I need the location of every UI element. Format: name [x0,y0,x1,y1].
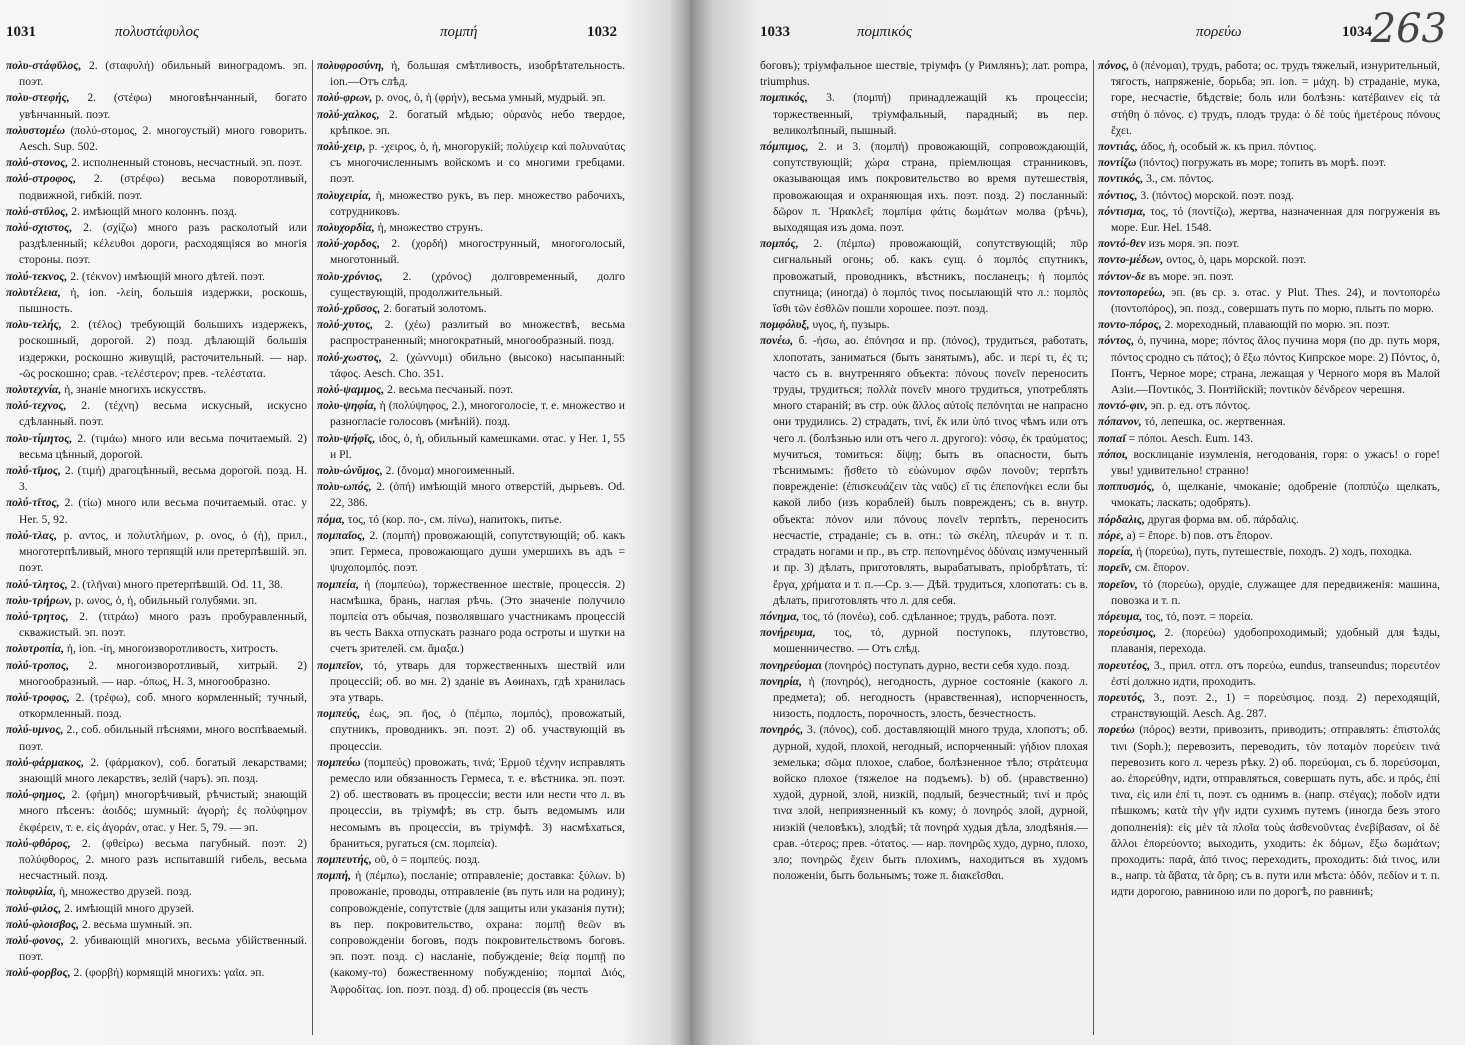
dictionary-entry [6,431,307,463]
entry-headword: πομπός, [760,237,799,251]
entry-definition: = πόποι. Aesch. Eum. 143. [1125,431,1254,445]
entry-definition: ὁ (πένομαι), трудъ, работа; ос. трудъ тяжелый, изнурительный, тягость, напряженіе, борьба; эп. ion. = μάχη. b) страданіе, мука, горе, несчастіе, бѣдствіе; боль или болѣзнь: κατέβαινεν εἰς τὰ στήθη ὁ πόνος. c) трудъ, плодъ труда: ὁ δὲ τοὺς ἡμετέρους πόνους ἔχει. [1111,59,1440,137]
entry-definition: 2. (πορεύω) удобопроходимый; удобный для ѣзды, плаванія, перехода. [1111,626,1440,656]
entry-definition: τος, τό, поэт. = πορεία. [1142,609,1254,623]
dictionary-entry [1098,317,1440,333]
dictionary-entry [760,658,1088,674]
entry-headword: πολυστομέω [6,123,66,137]
entry-headword: πολύ-ψαμμος, [317,383,385,397]
entry-headword: πολυ-ψηφία, [317,399,377,413]
dictionary-entry [1098,447,1440,479]
dictionary-entry [6,398,307,430]
entry-definition: 3., см. πόντος. [1143,172,1214,186]
entry-headword: ποντοπορεύω, [1098,285,1166,299]
entry-headword: πολυ-τρήρων, [6,593,73,607]
dictionary-entry [1098,58,1440,139]
entry-headword: πορεία, [1098,545,1134,559]
entry-definition: р. -χειρος, ὁ, ἡ, многорукій; πολύχειρ καὶ πολυναύτας съ многочисленнымъ войскомъ и со многими гребцами. поэт. [330,140,625,186]
dictionary-entry [6,836,307,885]
entry-definition: восклицаніе изумленія, негодованія, горя: о ужасъ! о горе! увы! удивительно! странно! [1111,447,1440,478]
dictionary-entry [317,528,625,577]
entry-headword: πολύ-φρων, [317,91,373,105]
dictionary-entry [760,722,1088,884]
dictionary-entry [1098,658,1440,690]
entry-headword: πολυφιλία, [6,885,57,899]
entry-definition: άδος, ἡ, особый ж. къ прил. πόντιος. [1137,140,1317,154]
dictionary-entry [760,139,1088,236]
entry-definition: τό (πορεύω), орудіе, служащее для передвиженія: машина, повозка и т. п. [1111,577,1440,607]
page-number: 1032 [587,24,617,40]
entry-definition: р. ωνος, ὁ, ἡ, обильный голубями. эп. [72,593,258,607]
dictionary-entry [317,479,625,511]
entry-headword: πολυ-ώνῠμος, [317,464,383,478]
entry-definition: 2. (τέλος) требующій большихъ издержекъ, роскошный, дорогой. 2) позд. дѣлающій большія издержки, роскошно живущій, расточительный. — нар. -ῶς роскошно; срав. -τελέστερον; прев. -τελέστατα. [19,318,307,380]
dictionary-entry [6,285,307,317]
entry-definition: 2. (χέω) разлитый во множествѣ, весьма распространенный; многократный, многообразный. позд. [330,318,625,348]
entry-definition: 2. и 3. (πομπή) провожающій, сопровождающій, сопутствующій; χώρα страна, пріемлющая странниковъ, оказывающая имъ покровительство во время путешествія, провожающая и охраняющая ихъ. поэт. позд. 2) посланный: δῶρον π. Ἡρακλεῖ; πομπίμα φάτις δωμάτων молва (рѣчь), выходящая изъ дома. поэт. [773,140,1088,235]
dictionary-entry [6,884,307,900]
entry-definition: р. αντος, и πολυτλήμων, р. ονος, ὁ (ἡ), прил., многотерпѣливый, много терпящій или претерпѣвшій. эп. поэт. [19,528,307,575]
entry-definition: 2. многоизворотливый, хитрый. 2) многообразный. — нар. -όπως, Н. 3, многообразно. [19,658,307,688]
dictionary-entry [6,722,307,754]
entry-headword: πολύ-σχιστος, [6,221,73,235]
dictionary-entry [6,58,307,90]
entry-definition: другая форма вм. об. πάρδαλις. [1144,512,1299,526]
dictionary-entry [6,269,307,285]
entry-headword: πολύ-φιλος, [6,901,62,915]
entry-headword: πόμπιμος, [760,140,809,154]
dictionary-entry [1098,285,1440,317]
entry-headword: πολυ-στάφῦλος, [6,59,82,72]
entry-definition: (πολύ-στομος, 2. многоустый) много говорить. Aesch. Sup. 502. [19,123,307,154]
entry-headword: πολυ-ψήφῖς, [317,431,376,445]
entry-definition: ἡ, множество струнъ. [374,221,483,235]
entry-headword: πομπεύς, [317,707,361,721]
dictionary-entry [6,901,307,917]
entry-definition: ἡ, знаніе многихъ искусствъ. [61,383,207,397]
entry-headword: πορεῖον, [1098,577,1138,591]
entry-headword: πομπεῖον, [317,658,364,672]
entry-definition: 2. (φορβή) кормящій многихъ: γαῖα. эп. [70,966,265,980]
dictionary-entry [317,755,625,852]
entry-headword: πολυ-χρόνιος, [317,269,383,283]
entry-headword: πολύ-τροπος, [6,658,70,672]
entry-definition: въ море. эп. поэт. [1145,269,1234,283]
entry-definition: 2. (πέμπω) провожающій, сопутствующій; πῦρ сигнальный огонь; об. какъ сущ. ὁ πομπός спутникъ, провожатый, проводникъ, вѣстникъ, посланецъ; ἡ πομπός спутница; (иногда) ὁ πομπός τινος посылающій что л.: πομπὸς ἴσθι τῶν ἐσθλῶν пошли хорошее. поэт. позд. [773,237,1088,316]
dictionary-entry [317,658,625,707]
entry-headword: πόντον-δε [1098,269,1146,283]
handwritten-page-number: 263 [1370,6,1447,52]
entry-headword: πολύ-στροφος, [6,172,77,186]
entry-definition: эп. (въ ср. з. отас. у Plut. Thes. 24), и ποντοπορέω (ποντοπόρος), эп. позд., совершать путь по морю, плыть по морю. [1111,285,1440,316]
entry-definition: 2. (χορδή) многострунный, многоголосый, многотонный. [330,237,625,267]
dictionary-column [1098,58,1440,901]
entry-headword: πολύ-στῦλος, [6,204,69,218]
running-head: πολυστάφυλος [115,24,200,40]
entry-definition: ἡ, множество друзей. позд. [56,885,192,899]
entry-definition: 2. весьма песчаный. поэт. [384,383,513,397]
entry-headword: πορεύω [1098,723,1135,737]
page-number: 1033 [760,24,790,40]
entry-definition: 2. (φήμη) многорѣчивый, рѣчистый; знающій много пѣсенъ: ἀοιδός; шумный: ἀγορή; ἐς πολύφημον ἐκφέρειν, т. е. εἰς ἀγοράν, отас. у Her. 5, 79. — эп. [19,788,307,834]
dictionary-entry [760,236,1088,317]
entry-headword: πολύ-τροφος, [6,690,70,704]
entry-headword: ποντό-φιν, [1098,399,1148,413]
entry-headword: πόπανον, [1098,415,1142,429]
entry-definition: 2. (ὀπή) имѣющій много отверстій, дырьевъ. Od. 22, 386. [330,480,625,510]
entry-headword: πολύ-φημος, [6,788,66,802]
entry-headword: πολύ-τλητος, [6,577,68,591]
dictionary-entry [317,512,625,528]
entry-definition: 2. (στέφω) многовѣнчанный, богато увѣнчанный. поэт. [19,91,307,121]
entry-definition: 2. мореходный, плавающій по морю. эп. поэт. [1161,318,1390,332]
entry-headword: ποντίζω [1098,156,1137,170]
entry-headword: πορεῖν, [1098,561,1132,575]
entry-definition: ἡ, множество рукъ, въ пер. множество рабочихъ, сотрудниковъ. [330,188,625,218]
entry-definition: 2. (φθείρω) весьма пагубный. поэт. 2) πολύφθορος, 2. много разъ испытавшій гибель, весьма несчастный. позд. [19,836,307,883]
dictionary-entry [1098,512,1440,528]
entry-headword: πόντος, [1098,334,1135,348]
entry-definition: 3. (πόντος) морской. поэт. позд. [1137,188,1294,202]
entry-headword: πολύ-χρῦσος, [317,302,381,316]
dictionary-entry [317,236,625,268]
entry-definition: р. ονος, ὁ, ἡ (φρήν), весьма умный, мудрый. эп. [372,91,606,105]
dictionary-entry [760,609,1088,625]
dictionary-entry [1098,690,1440,722]
dictionary-entry [6,690,307,722]
entry-headword: πολυ-τίμητος, [6,431,73,445]
dictionary-entry [317,90,625,106]
dictionary-entry [1098,414,1440,430]
entry-headword: πομπαῖος, [317,528,366,542]
entry-definition: 2. (τιτράω) много разъ пробуравленный, скважистый. эп. поэт. [19,609,307,640]
entry-headword: πολύ-χωστος, [317,350,382,364]
entry-definition: ἡ (πορεύω), путь, путешествіе, походъ. 2) ходъ, походка. [1133,545,1413,559]
entry-headword: πολύ-χορδος, [317,237,380,251]
dictionary-entry [6,463,307,495]
entry-definition: 2. (χώννυμι) обильно (высоко) насыпанный: τάφος. Aesch. Cho. 351. [330,350,625,380]
entry-definition: 2. (σχίζω) много разъ расколотый или раздѣленный; κέλευθοι дороги, расходящіяся во многія стороны. поэт. [19,221,307,267]
dictionary-entry [6,787,307,836]
dictionary-entry [317,269,625,301]
dictionary-entry [760,625,1088,657]
entry-definition: 2. исполненный стоновъ, несчастный. эп. поэт. [68,156,303,170]
entry-headword: πομπή, [317,869,351,883]
entry-definition: οῦ, ὁ = πομπεύς. позд. [371,852,480,866]
entry-headword: πολύ-τλας, [6,528,58,542]
entry-definition: ἡ (πέμπω), посланіе; отправленіе; доставка: ξύλων. b) провожаніе, проводы, отправленіе (въ путь или на родину); сопровожденіе, сопутствіе (для защиты или указанія пути); въ пер. покровительство, охрана: πομπῇ θεῶν въ сопровожденіи боговъ, подъ покровительствомъ боговъ. эп. поэт. позд. c) насланіе, побужденіе; θείᾳ πομπῇ по (какому-то) божественному побужденію; πομπαὶ Διός, Ἀφροδίτας. ion. поэт. позд. d) об. процессія (въ честь [330,869,625,996]
entry-headword: πολύ-χυτος, [317,318,374,332]
dictionary-entry [6,123,307,155]
entry-definition: 3. (πόνος), соб. доставляющій много труда, хлопотъ; об. дурной, худой, плохой, негодный, испорченный: γήδιον плохая земелька; σῶμα плохое, слабое, болѣзненное тѣло; στράτευμα войско плохое (тяжелое на подъемъ). b) об. (нравственно) худой, дурной, злой, низкій, подлый, безчестный; τινί и πρός τινα злой, неприязненный къ кому; ὁ πονηρός злой, дурной, низкій (человѣкъ), злодѣй; τὰ πονηρά худыя дѣла, злодѣянія.—срав. -ότερος; прев. -ότατος. — нар. πονηρῶς худо, дурно, плохо, зло; πονηρῶς ἔχειν быть плохимъ, находиться въ худомъ положеніи, быть больнымъ; тоже π. διακεῖσθαι. [773,723,1088,883]
dictionary-entry [1098,625,1440,657]
entry-headword: πόνημα, [760,609,800,623]
entry-definition: ἡ, большая смѣтливость, изобрѣтательность. ion.—Отъ слѣд. [330,59,625,89]
running-head: πορεύω [1196,24,1242,40]
entry-headword: πορευτέος, [1098,658,1151,672]
entry-headword: πόνος, [1098,59,1130,72]
dictionary-entry [1098,398,1440,414]
dictionary-entry [1098,479,1440,511]
entry-headword: πονηρός, [760,723,804,737]
dictionary-column [317,58,625,998]
entry-headword: πολύ-στονος, [6,156,69,170]
entry-headword: πολύ-φορβος, [6,966,71,980]
column-rule [1093,60,1094,1035]
entry-definition: 2. (τρέφω), соб. много кормленный; тучный, откормленный. позд. [19,690,307,721]
entry-headword: ποντιάς, [1098,140,1138,154]
dictionary-entry [6,965,307,981]
entry-definition: 2. весьма шумный. эп. [79,917,193,931]
entry-headword: πόντισμα, [1098,204,1146,218]
entry-headword: πολύ-φονος, [6,933,64,947]
entry-definition: τος, τό (ποντίζω), жертва, назначенная для погруженія въ море. Eur. Hel. 1548. [1111,204,1440,235]
entry-definition: 2. (τέκνον) имѣющій много дѣтей. поэт. [67,269,265,283]
entry-headword: πονηρεύομαι [760,658,822,672]
dictionary-entry [317,350,625,382]
dictionary-entry [317,577,625,658]
entry-definition: эп. р. ед. отъ πόντος. [1147,399,1251,413]
entry-definition: 2. (τέχνη) весьма искусный, искусно сдѣланный. поэт. [19,399,307,429]
dictionary-entry [317,706,625,755]
entry-headword: πόρε, [1098,528,1124,542]
entry-headword: πολυτροπία, [6,642,65,656]
dictionary-entry [6,155,307,171]
dictionary-entry [1098,722,1440,900]
dictionary-entry [6,577,307,593]
dictionary-entry [317,868,625,998]
entry-definition: 2., соб. обильный пѣснями, много воспѣваемый. поэт. [19,723,307,753]
entry-definition: 2. богатый золотомъ. [380,302,487,316]
entry-definition: έως, эп. ῆος, ὁ (πέμπω, πομπός), провожатый, спутникъ, проводникъ. эп. поэт. 2) об. участвующій въ процессіи. [330,707,625,753]
entry-headword: πόποι, [1098,447,1129,461]
entry-definition: ιδος, ὁ, ἡ, обильный камешками. отас. у Her. 1, 55 и Pl. [330,431,625,461]
entry-headword: πομπεία, [317,577,360,591]
entry-headword: πομφόλυξ, [760,318,810,332]
column-rule [312,60,313,1035]
dictionary-entry [6,609,307,641]
entry-definition: изъ моря. эп. поэт. [1145,237,1240,251]
entry-definition: (πομπεύς) провожать, τινά; Ἑρμοῦ τέχνην исправлять ремесло или обязанность Гермеса, т. е. вѣстника. эп. поэт. 2) об. шествовать въ процессіи; вести или нести что л. въ процессіи, въ тріумфѣ; въ стр. быть ведомымъ или несомымъ въ процессіи, въ тріумфѣ. 3) насмѣхаться, браниться, ругаться (см. πομπεία). [330,755,625,850]
entry-headword: πόντιος, [1098,188,1138,202]
entry-definition: ἡ (πομπεύω), торжественное шествіе, процессія. 2) насмѣшка, брань, наглая рѣчь. (Это значеніе получило πομπεία отъ обычая, позволявшаго участникамъ процессій въ честь Вакха отпускать разнаго рода остроты и шутки на счетъ зрителей. см. ἄμαξα.) [330,577,625,656]
dictionary-column [760,58,1088,884]
dictionary-entry [760,90,1088,139]
dictionary-entry [6,220,307,269]
entry-definition: τος, τό, дурной поступокъ, плутовство, мошенничество. — Отъ слѣд. [773,626,1088,656]
entry-definition: τος, τό (πονέω), соб. сдѣланное; трудъ, работа. поэт. [799,609,1057,623]
entry-definition: 2. (τλῆναι) много претерпѣвшій. Od. 11, 38. [67,577,283,591]
dictionary-entry [1098,528,1440,544]
right-page [690,0,1465,1045]
entry-headword: πομπικός, [760,91,808,105]
dictionary-entry [760,674,1088,723]
entry-definition: б. -ήσω, ao. ἐπόνησα и пр. (πόνος), трудиться, работать, хлопотать, заниматься (быть занятымъ), абс. и περί τι, ἐς τι; часто съ в. внутренняго объекта: πόνους πονεῖν переносить труды, трудиться; πολλὰ πονεῖν много трудиться, употреблять много стараній; въ стр. οὐκ ἄλλος αὐτοῖς πεπόνηται не напрасно они трудились. 2) страдать, τινί, ἔκ или ὑπό τινος чѣмъ или отъ чего л. (болѣзнью или отъ чего л. другого): νόσῳ, ἐκ τραύματος; мучиться, томиться: δίψῃ; быть въ опасности, быть тѣснимымъ: ᾔσθετο τὸ εὐώνυμον σφῶν πονοῦν; терпѣть поврежденіе: (ἐπισκευάζειν τὰς ναῦς) εἴ τις ἐπεπονήκει если бы какой либо (изъ кораблей) былъ поврежденъ; съ в. внутр. объекта: πόνον или πόνους πονεῖν терпѣть, переносить несчастіе, страданіе; съ в. отн.: τὼ σκέλη, πλευράν и т. п. страдать ногами и пр., въ стр. πεπονημένος ὀδύναις измученный и пр. 3) дѣлать, приготовлять, вырабатывать, пріобрѣтать, τί: ἔργα, χρήματα и т. п.—Ср. з.— Дѣй. трудиться, хлопотать: съ в. дѣлать, приготовлять что л. для себя. [773,334,1088,607]
entry-headword: πολύ-υμνος, [6,723,64,737]
dictionary-entry [317,382,625,398]
dictionary-entry [1098,269,1440,285]
dictionary-entry [6,204,307,220]
entry-headword: πομπευτής, [317,852,372,866]
entry-definition: ἡ, ion. -λείη, большія издержки, роскошь, пышность. [19,285,307,316]
dictionary-entry [1098,333,1440,398]
dictionary-entry [317,58,625,90]
dictionary-entry [6,917,307,933]
dictionary-entry [6,658,307,690]
entry-headword: πολύ-φλοισβος, [6,917,80,931]
dictionary-entry [317,431,625,463]
entry-definition: (πόντος) погружать въ море; топить въ морѣ. поэт. [1136,156,1386,170]
dictionary-entry [6,171,307,203]
entry-definition: 2. (στρέφω) весьма поворотливый, подвижной, гибкій. поэт. [19,172,307,202]
entry-definition: 2. (χρόνος) долговременный, долго существующій, продолжительный. [330,269,625,299]
dictionary-entry [6,317,307,382]
entry-headword: ποππυσμός, [1098,480,1155,494]
dictionary-entry [6,495,307,527]
entry-headword: πορευτός, [1098,690,1146,704]
entry-headword: πομπεύω [317,755,361,769]
dictionary-entry [6,641,307,657]
entry-definition: τό, лепешка, ос. жертвенная. [1141,415,1286,429]
entry-headword: πονήρευμα, [760,626,816,640]
entry-definition: 2. (σταφυλή) обильный виноградомъ. эп. поэт. [19,59,307,89]
running-head: πομπικός [857,24,913,40]
entry-definition: ὁ, щелканіе, чмоканіе; одобреніе (ποππύζω щелкать, чмокать; ласкать; одобрять). [1111,480,1440,510]
entry-headword: πολύ-τεχνος, [6,399,67,413]
dictionary-entry [317,107,625,139]
entry-definition: 2. имѣющій много друзей. [61,901,195,915]
dictionary-entry [6,382,307,398]
page-number: 1034 [1342,24,1372,40]
dictionary-entry [1098,188,1440,204]
entry-definition: см. ἔπορον. [1131,561,1190,575]
entry-definition: 2. (τίω) много или весьма почитаемый. отас. у Her. 5, 92. [19,496,307,526]
dictionary-entry [317,301,625,317]
page-number: 1031 [6,24,36,40]
dictionary-entry [1098,204,1440,236]
entry-definition: 2. (τιμάω) много или весьма почитаемый. 2) весьма цѣнный, дорогой. [19,431,307,461]
dictionary-entry [1098,171,1440,187]
entry-definition: τος, τό (кор. πο-, см. πίνω), напитокъ, питье. [344,512,562,526]
entry-headword: πολυτεχνία, [6,383,62,397]
entry-definition: 2. (ὄνομα) многоименный. [382,464,515,478]
entry-definition: 2. имѣющій много колоннъ. позд. [68,204,237,218]
left-page [0,0,690,1045]
entry-headword: πολύ-φάρμακος, [6,755,85,769]
dictionary-entry [6,593,307,609]
dictionary-entry [1098,577,1440,609]
entry-definition: 2. богатый мѣдью; οὐρανὸς небо твердое, крѣпкое. эп. [330,107,625,137]
entry-headword: πόρευμα, [1098,609,1143,623]
dictionary-entry [317,398,625,430]
dictionary-entry [1098,155,1440,171]
dictionary-entry [1098,560,1440,576]
entry-definition: (πόρος) везти, привозить, приводить; отправлять: ἐπιστολάς τινι (Soph.); перевозить, переводить, τὸν ποταμὸν πορεύειν τινά перевозить кого л. черезъ рѣку. 2) об. πορεύομαι, съ б. πορεύσομαι, ao. ἐπορεύθην, идти, отправляться, совершать путь, абс. и πρός, ἐπί τινα, εἰς или ἐπί τι, поэт. съ однимъ в. (напр. στέγας); ποδοῖν идти пѣшкомъ; κατὰ τὴν γῆν идти сухимъ путемъ (иногда безъ этого дополненія): εἰς μὲν τὰ πλοῖα τοὺς ἀσθενοῦντας ἐνεβίβασαν, οἱ δὲ ἄλλοι ἐπορεύοντο; выходить, уходить: ἐκ δόμων, ἔξω δωμάτων; проходить: παρά, ἀπό τινος; переходить, проходить: διά τινος, или в., напр. τὰ ἄβατα, τὰ ὄρη; съ в. пути или мѣста: ὁδόν, πεδίον и т. п. идти дорогою, равниною или по дорогѣ, по равнинѣ; [1111,723,1440,899]
entry-headword: πολύ-τῖμος, [6,464,61,478]
entry-definition: 2. убивающій многихъ, весьма убійственный. поэт. [19,933,307,964]
entry-definition: 2. (φάρμακον), соб. богатый лекарствами; знающій много лекарствъ, зелій (чаръ). эп. позд. [19,755,307,785]
entry-definition: 2. (τιμή) драгоцѣнный, весьма дорогой. позд. Н. 3. [19,464,307,494]
entry-headword: πολυφροσύνη, [317,59,385,72]
entry-definition: (πονηρός) поступать дурно, вести себя худо. позд. [821,658,1070,672]
dictionary-entry [1098,236,1440,252]
entry-headword: πολυχορδία, [317,221,375,235]
dictionary-entry [317,220,625,236]
entry-headword: ποντικός, [1098,172,1144,186]
entry-headword: πολυ-στεφής, [6,91,70,105]
entry-headword: πολύ-τρητος, [6,609,69,623]
entry-definition: боговъ); тріумфальное шествіе, тріумфъ (у Римлянъ); лат. pompa, triumphus. [760,59,1088,89]
entry-definition: 2. (πομπή) провожающій, сопутствующій; об. какъ эпит. Гермеса, провожающаго души умершихъ въ адъ = ψυχοπομπός. поэт. [330,528,625,575]
entry-definition: ἡ, ion. -ίη, многоизворотливость, хитрость. [64,642,279,656]
dictionary-entry [317,139,625,188]
dictionary-entry [1098,139,1440,155]
entry-headword: πόμα, [317,512,345,526]
entry-headword: πολύ-τῖτος, [6,496,60,510]
entry-headword: πονέω, [760,334,794,348]
dictionary-entry [1098,252,1440,268]
dictionary-entry [760,58,1088,90]
dictionary-entry [6,528,307,577]
entry-definition: οντος, ὁ, царь морской. поэт. [1163,253,1307,267]
entry-definition: ὁ, пучина, море; πόντος ἅλος пучина моря (по др. путь моря, πόντος сродно съ πάτος); ὁ ἔξω πόντος Кипрское море. 2) Πόντος, ὁ, Понтъ, Черное море; страна, лежащая у Черного моря въ Малой Азіи.—Ποντικός, 3. Понтійскій; ποντικὸν δένδρεον черешня. [1111,334,1440,397]
entry-headword: πολύ-χαλκος, [317,107,380,121]
dictionary-column [6,58,307,982]
entry-headword: πολυ-ωπός, [317,480,372,494]
entry-headword: ποπαῖ [1098,431,1126,445]
dictionary-entry [1098,609,1440,625]
dictionary-entry [6,755,307,787]
dictionary-entry [6,933,307,965]
entry-headword: πόρδαλις, [1098,512,1145,526]
entry-definition: 3., поэт. 2., 1) = πορεύσιμος. позд. 2) переходящій, странствующій. Aesch. Ag. 287. [1111,690,1440,721]
entry-headword: πολυτέλεια, [6,285,61,299]
entry-definition: 3. (πομπή) принадлежащій къ процессіи; торжественный, тріумфальный, парадный; въ пер. великолѣпный, пышный. [773,91,1088,137]
dictionary-entry [1098,431,1440,447]
entry-headword: ποντό-θεν [1098,237,1146,251]
entry-headword: πονηρία, [760,674,802,688]
entry-definition: 3., прил. отгл. отъ πορεύω, eundus, transeundus; πορευτέον ἐστί должно идти, проходить. [1111,658,1440,688]
entry-headword: πολύ-χειρ, [317,140,366,154]
dictionary-entry [317,317,625,349]
entry-definition: ἡ (πολύψηφος, 2.), многоголосіе, т. е. множество и разногласіе голосовъ (мнѣній). позд. [330,399,625,429]
entry-headword: πολύ-φθόρος, [6,836,71,850]
entry-definition: τό, утварь для торжественныхъ шествій или процессій; об. во мн. 2) зданіе въ Аѳинахъ, гдѣ хранилась эта утварь. [330,658,625,704]
dictionary-entry [760,333,1088,608]
dictionary-entry [1098,544,1440,560]
entry-headword: πολυχειρία, [317,188,372,202]
running-head: πομπή [440,24,478,40]
dictionary-entry [317,188,625,220]
entry-definition: υγος, ἡ, пузырь. [809,318,890,332]
dictionary-entry [317,852,625,868]
dictionary-entry [760,317,1088,333]
entry-headword: πολυ-τελής, [6,318,62,332]
entry-headword: πορεύσιμος, [1098,626,1157,640]
entry-definition: а) = ἔπορε. b) пов. отъ ἔπορον. [1123,528,1273,542]
entry-headword: ποντο-μέδων, [1098,253,1164,267]
entry-headword: ποντο-πόρος, [1098,318,1162,332]
entry-definition: ἡ (πονηρός), негодность, дурное состояніе (какого л. предмета); об. негодность (нравственная), испорченность, низость, подлость, порочность, злость, безчестность. [773,674,1088,721]
dictionary-entry [6,90,307,122]
dictionary-entry [317,463,625,479]
entry-headword: πολύ-τεκνος, [6,269,68,283]
